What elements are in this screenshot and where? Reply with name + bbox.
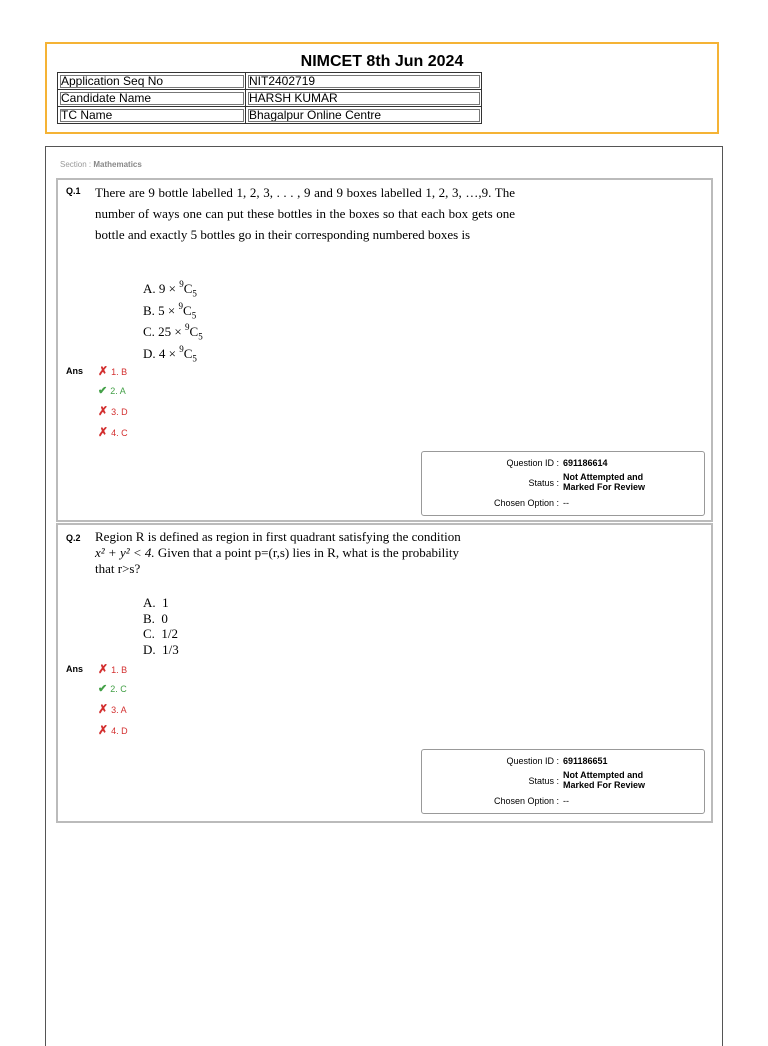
check-icon: ✔ <box>98 683 108 696</box>
row-label: Candidate Name <box>58 90 246 107</box>
answer-option-wrong: ✗ 4. C <box>98 424 128 439</box>
question-panel <box>56 523 713 823</box>
answer-option-wrong: ✗ 3. D <box>98 404 128 419</box>
cross-icon: ✗ <box>98 424 109 439</box>
exam-title: NIMCET 8th Jun 2024 <box>300 53 464 70</box>
table-row <box>58 73 482 90</box>
question-panel <box>56 178 713 522</box>
row-label: Application Seq No <box>58 73 246 90</box>
ans-label: Ans <box>66 664 84 674</box>
cross-icon: ✗ <box>98 364 109 378</box>
ans-label: Ans <box>66 366 84 376</box>
table-row <box>58 107 482 124</box>
status-value: Not Attempted and Marked For Review <box>563 770 646 790</box>
cross-icon: ✗ <box>98 722 109 737</box>
question-id: 691186651 <box>563 756 608 766</box>
answer-option-wrong: ✗ 1. B <box>98 662 128 676</box>
answer-options <box>98 663 128 744</box>
question-number: Q.1 <box>66 186 81 196</box>
chosen-option: -- <box>563 796 569 806</box>
question-info-box: Question ID : 691186614 Status : Not Attempted and Marked For Review Chosen Option : -- <box>421 451 705 516</box>
response-sheet <box>45 146 723 1046</box>
option: D. $4 \times ^9C_5$ <box>143 343 197 364</box>
answer-option-correct: ✔ 2. C <box>98 683 127 696</box>
option: B. 0 <box>143 610 168 626</box>
answer-option-wrong: ✗ 3. A <box>98 702 127 717</box>
answer-option-correct: ✔ 2. A <box>98 385 126 398</box>
section-name: Mathematics <box>93 160 142 169</box>
section-label: Section : <box>60 160 94 169</box>
cross-icon: ✗ <box>98 702 109 717</box>
table-row <box>58 90 482 107</box>
question-number: Q.2 <box>66 533 81 543</box>
status-value: Not Attempted and Marked For Review <box>563 472 646 492</box>
chosen-option: -- <box>563 498 569 508</box>
question-text: There are 9 bottle labelled 1, 2, 3, . . . , 9 and 9 boxes labelled 1, 2, 3, …,9. The number of ways one can put these bottles in the boxes so that each box gets one bottle and exactly 5 bottles go in their corresponding numbered boxes is <box>95 185 515 242</box>
answer-options <box>98 365 128 446</box>
candidate-header <box>45 42 719 134</box>
check-icon: ✔ <box>98 385 108 398</box>
row-value: NIT2402719 <box>246 73 482 90</box>
cross-icon: ✗ <box>98 662 109 676</box>
candidate-info-table <box>57 72 482 124</box>
option: A. 1 <box>143 595 169 610</box>
question-id: 691186614 <box>563 458 608 468</box>
row-value: Bhagalpur Online Centre <box>246 107 482 124</box>
options-list <box>143 274 203 364</box>
options-list <box>143 595 179 657</box>
question-info-box: Question ID : 691186651 Status : Not Attempted and Marked For Review Chosen Option : -- <box>421 749 705 814</box>
option: B. $5 \times ^9C_5$ <box>143 300 197 321</box>
row-value: HARSH KUMAR <box>246 90 482 107</box>
option: C. 1/2 <box>143 626 179 641</box>
option: D. 1/3 <box>143 641 179 657</box>
row-label: TC Name <box>58 107 246 124</box>
section-heading <box>60 160 142 169</box>
question-text: Region R is defined as region in first quadrant satisfying the condition x² + y² < 4. Given that a point p=(r,s) lies in R, what is the probability that r>s? <box>95 529 461 576</box>
answer-option-wrong: ✗ 1. B <box>98 364 128 378</box>
option: C. $25 \times ^9C_5$ <box>143 322 203 342</box>
answer-option-wrong: ✗ 4. D <box>98 722 128 737</box>
option: A. $9 \times ^9C_5$ <box>143 279 197 299</box>
cross-icon: ✗ <box>98 404 109 419</box>
